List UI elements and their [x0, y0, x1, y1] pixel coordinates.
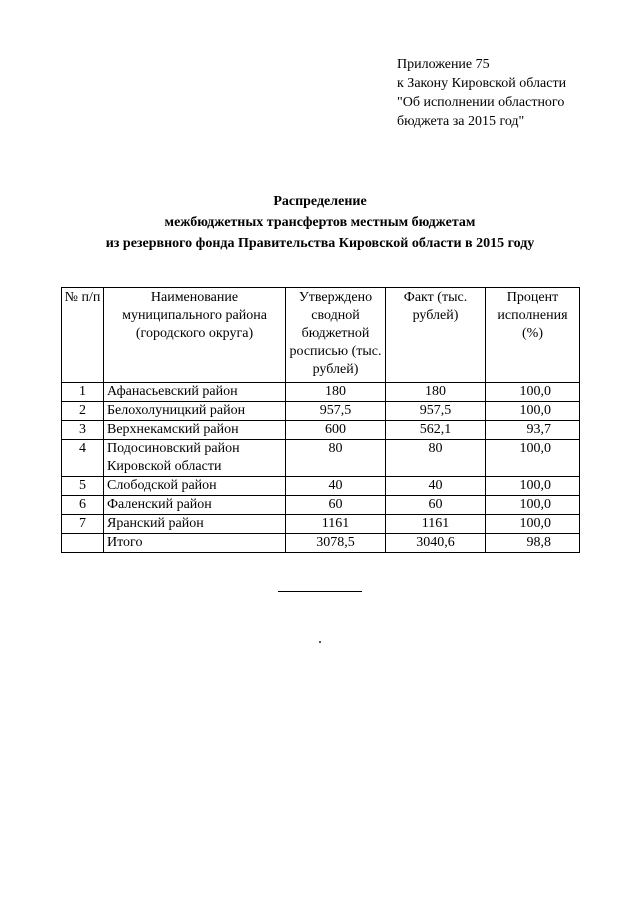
total-cell-district-name: Итого	[104, 534, 286, 553]
appendix-note	[397, 55, 566, 131]
cell-approved: 40	[286, 477, 386, 496]
cell-district-name: Яранский район	[104, 515, 286, 534]
cell-approved: 1161	[286, 515, 386, 534]
cell-district-name: Подосиновский район Кировской области	[104, 440, 286, 477]
cell-approved: 600	[286, 421, 386, 440]
total-cell-approved: 3078,5	[286, 534, 386, 553]
appendix-line: "Об исполнении областного	[397, 95, 565, 110]
cell-district-name: Афанасьевский район	[104, 383, 286, 402]
cell-number: 4	[62, 440, 104, 477]
cell-number: 2	[62, 402, 104, 421]
cell-fact: 40	[386, 477, 486, 496]
header-number: № п/п	[62, 288, 104, 383]
total-cell-fact: 3040,6	[386, 534, 486, 553]
cell-percent: 100,0	[486, 440, 580, 477]
table-row	[62, 515, 580, 534]
table-total-row	[62, 534, 580, 553]
cell-approved: 957,5	[286, 402, 386, 421]
cell-number: 3	[62, 421, 104, 440]
document-title	[0, 191, 640, 254]
table-row	[62, 496, 580, 515]
cell-fact: 180	[386, 383, 486, 402]
cell-percent: 100,0	[486, 402, 580, 421]
table-row	[62, 383, 580, 402]
cell-percent: 93,7	[486, 421, 580, 440]
header-fact: Факт (тыс. рублей)	[386, 288, 486, 383]
title-line: из резервного фонда Правительства Кировской области в 2015 году	[105, 236, 535, 251]
total-cell-number	[62, 534, 104, 553]
cell-number: 5	[62, 477, 104, 496]
title-line: Распределение	[273, 194, 367, 209]
table-row	[62, 477, 580, 496]
title-line: межбюджетных трансфертов местным бюджетам	[164, 215, 476, 230]
table-row	[62, 421, 580, 440]
cell-number: 1	[62, 383, 104, 402]
header-percent: Процент исполнения (%)	[486, 288, 580, 383]
cell-approved: 180	[286, 383, 386, 402]
cell-fact: 60	[386, 496, 486, 515]
cell-approved: 60	[286, 496, 386, 515]
appendix-line: бюджета за 2015 год"	[397, 114, 525, 129]
cell-fact: 80	[386, 440, 486, 477]
cell-percent: 100,0	[486, 496, 580, 515]
cell-percent: 100,0	[486, 477, 580, 496]
total-cell-percent: 98,8	[486, 534, 580, 553]
cell-fact: 1161	[386, 515, 486, 534]
header-district-name: Наименование муниципального района (городского округа)	[104, 288, 286, 383]
header-approved: Утверждено сводной бюджетной росписью (тыс. рублей)	[286, 288, 386, 383]
cell-percent: 100,0	[486, 515, 580, 534]
cell-district-name: Верхнекамский район	[104, 421, 286, 440]
scan-dot	[319, 641, 321, 643]
cell-percent: 100,0	[486, 383, 580, 402]
cell-approved: 80	[286, 440, 386, 477]
appendix-line: Приложение 75	[397, 57, 490, 72]
appendix-line: к Закону Кировской области	[397, 76, 567, 91]
cell-district-name: Слободской район	[104, 477, 286, 496]
cell-number: 6	[62, 496, 104, 515]
table-header-row	[62, 288, 580, 383]
cell-district-name: Фаленский район	[104, 496, 286, 515]
distribution-table	[61, 287, 580, 553]
table-row	[62, 402, 580, 421]
closing-rule	[278, 591, 362, 592]
cell-number: 7	[62, 515, 104, 534]
cell-district-name: Белохолуницкий район	[104, 402, 286, 421]
cell-fact: 562,1	[386, 421, 486, 440]
table-row	[62, 440, 580, 477]
cell-fact: 957,5	[386, 402, 486, 421]
